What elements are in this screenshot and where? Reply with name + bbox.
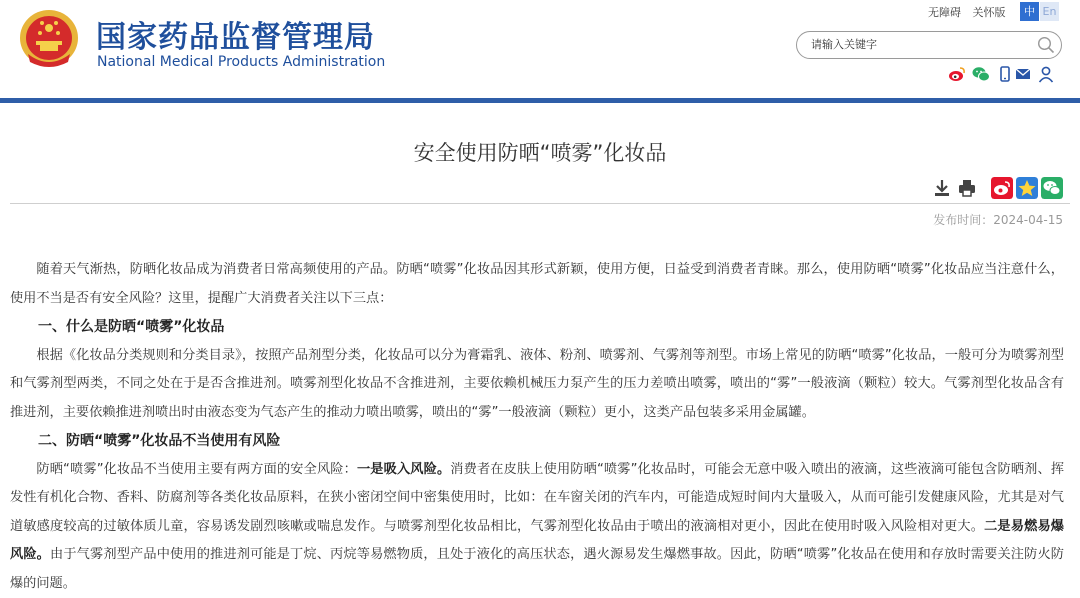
wechat-share-icon[interactable] xyxy=(1041,177,1063,199)
site-header xyxy=(0,0,1080,103)
print-icon[interactable] xyxy=(957,178,977,198)
section-heading-1: 一、什么是防晒“喷雾”化妆品 xyxy=(10,313,1064,342)
weibo-share-icon[interactable] xyxy=(991,177,1013,199)
section-heading-2: 二、防晒“喷雾”化妆品不当使用有风险 xyxy=(10,427,1064,456)
title-divider xyxy=(10,203,1070,204)
accessibility-link[interactable]: 无障碍 xyxy=(928,6,961,19)
paragraph-intro: 随着天气渐热，防晒化妆品成为消费者日常高频使用的产品。防晒“喷雾”化妆品因其形式新颖，使用方便，日益受到消费者青睐。那么，使用防晒“喷雾”化妆品应当注意什么，使用不当是否有安全风险？这里，提醒广大消费者关注以下三点： xyxy=(10,256,1064,313)
logo-title-en[interactable]: National Medical Products Administration xyxy=(97,54,385,70)
national-emblem-icon[interactable] xyxy=(18,8,80,72)
risk-inhalation-text: 消费者在皮肤上使用防晒“喷雾”化妆品时，可能会无意中吸入喷出的液滴，这些液滴可能包含防晒剂、挥发性有机化合物、香料、防腐剂等各类化妆品原料，在狭小密闭空间中密集使用时，比如：在车窗关闭的汽车内，可能造成短时间内大量吸入，从而可能引发健康风险，尤其是对气道敏感度较高的过敏体质儿童，容易诱发剧烈咳嗽或喘息发作。与喷雾剂型化妆品相比，气雾剂型化妆品由于喷出的液滴相对更小，因此在使用时吸入风险相对更大。 xyxy=(10,462,1064,534)
article-title: 安全使用防晒“喷雾”化妆品 xyxy=(0,137,1080,167)
qzone-share-icon[interactable] xyxy=(1016,177,1038,199)
lang-zh-button[interactable]: 中 xyxy=(1020,2,1039,21)
elder-mode-link[interactable]: 关怀版 xyxy=(973,6,1006,19)
publish-date-value: 2024-04-15 xyxy=(993,213,1063,227)
wechat-icon[interactable] xyxy=(972,65,990,83)
header-accent-bar xyxy=(0,98,1080,103)
search-icon[interactable] xyxy=(1037,36,1055,54)
weibo-icon[interactable] xyxy=(948,65,966,83)
user-icon[interactable] xyxy=(1037,65,1055,83)
lang-en-button[interactable]: En xyxy=(1040,2,1059,21)
article-body xyxy=(10,256,1064,598)
mobile-icon[interactable] xyxy=(996,65,1014,83)
paragraph-definition: 根据《化妆品分类规则和分类目录》，按照产品剂型分类，化妆品可以分为膏霜乳、液体、粉剂、喷雾剂、气雾剂等剂型。市场上常见的防晒“喷雾”化妆品，一般可分为喷雾剂型和气雾剂型两类，不同之处在于是否含推进剂。喷雾剂型化妆品不含推进剂，主要依赖机械压力泵产生的压力差喷出喷雾，喷出的“雾”一般液滴（颗粒）较大。气雾剂型化妆品含有推进剂，主要依赖推进剂喷出时由液态变为气态产生的推动力喷出喷雾，喷出的“雾”一般液滴（颗粒）更小，这类产品包装多采用金属罐。 xyxy=(10,342,1064,428)
risks-intro-text: 防晒“喷雾”化妆品不当使用主要有两方面的安全风险： xyxy=(36,462,357,477)
logo-title-cn[interactable]: 国家药品监督管理局 xyxy=(96,12,375,56)
mail-icon[interactable] xyxy=(1014,65,1032,83)
utility-links xyxy=(928,4,1014,20)
risk-flammable-label: 二是易燃易爆风险。 xyxy=(10,519,1064,563)
risk-inhalation-label: 一是吸入风险。 xyxy=(357,462,450,477)
risk-flammable-text: 由于气雾剂型产品中使用的推进剂可能是丁烷、丙烷等易燃物质，且处于液化的高压状态，遇火源易发生爆燃事故。因此，防晒“喷雾”化妆品在使用和存放时需要关注防火防爆的问题。 xyxy=(10,547,1064,591)
download-icon[interactable] xyxy=(932,178,952,198)
publish-date xyxy=(933,211,1063,228)
publish-date-label: 发布时间： xyxy=(933,213,993,227)
search-box xyxy=(796,31,1062,59)
search-input[interactable] xyxy=(811,36,1021,53)
paragraph-risks xyxy=(10,456,1064,598)
